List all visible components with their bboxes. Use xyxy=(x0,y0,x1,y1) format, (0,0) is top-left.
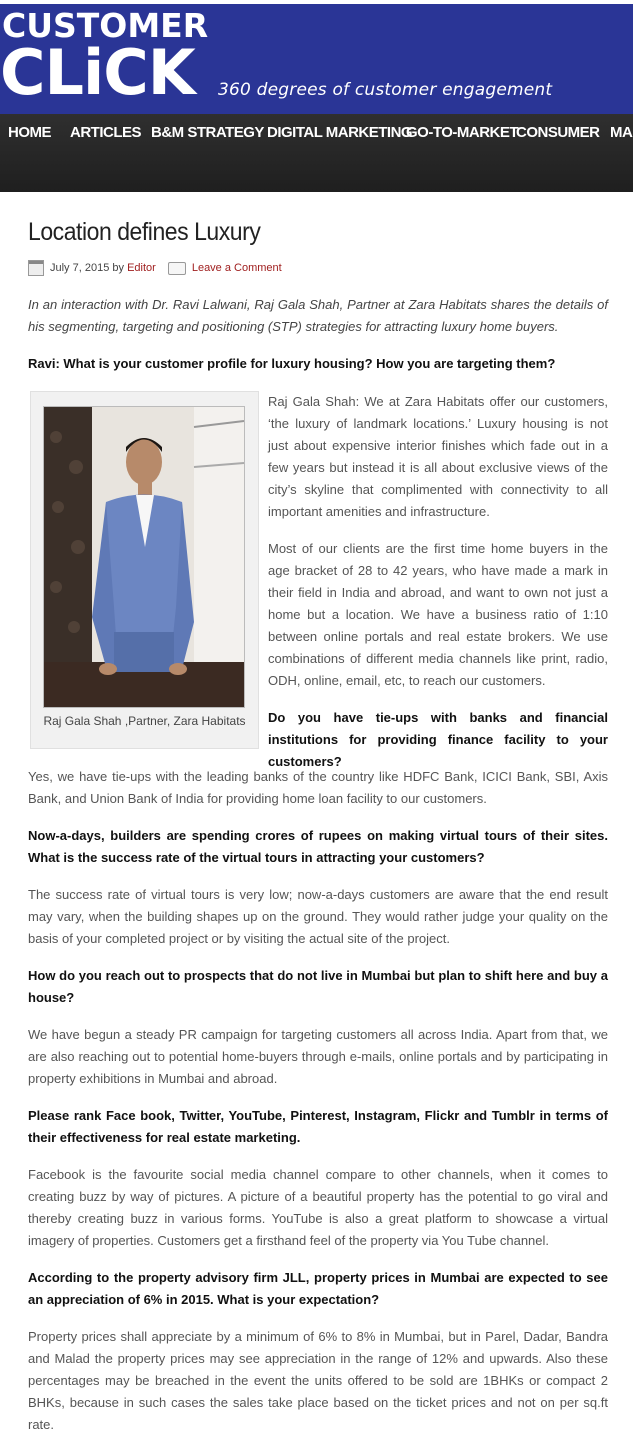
answer-3: The success rate of virtual tours is very low; now-a-days customers are aware that the end result may vary, when the building shapes up on the ground. They would rather judge your quality on the basis of your completed project or by visiting the actual site of the project. xyxy=(28,887,608,946)
nav-consumer[interactable]: CONSUMER xyxy=(516,124,600,141)
interviewee-photo-frame xyxy=(30,391,259,749)
by-label: by xyxy=(112,262,125,274)
person-photo-illustration xyxy=(44,407,244,707)
logo-bottom-text: CLiCK xyxy=(0,36,195,109)
article-meta xyxy=(28,260,282,276)
question-5: Please rank Face book, Twitter, YouTube, Pinterest, Instagram, Flickr and Tumblr in terms of their effectiveness for real estate marketing. xyxy=(28,1108,608,1145)
main-nav xyxy=(0,114,643,192)
answer-6: Property prices shall appreciate by a minimum of 6% to 8% in Mumbai, but in Parel, Dadar, Bandra and Malad the property prices may see appreciation in the range of 12% and upwards. Also these percentages may be breached in the event the units offered to be sold are 1BHKs or compact 2 BHKs, because in such cases the sales take place based on the ticket prices and not on per sq.ft rate. xyxy=(28,1329,608,1432)
nav-home[interactable]: HOME xyxy=(8,124,51,141)
answer-5: Facebook is the favourite social media channel compare to other channels, when it comes to creating buzz by way of pictures. A picture of a beautiful property has the potential to go viral and thereby creating buzz in various forms. YouTube is also a great platform to showcase a virtual imagery of properties. Customers get a firsthand feel of the property via You Tube channel. xyxy=(28,1167,608,1248)
logo-top-text: CUSTOMER xyxy=(2,6,209,45)
nav-bm-strategy[interactable]: B&M STRATEGY xyxy=(151,124,264,141)
site-tagline: 360 degrees of customer engagement xyxy=(218,80,553,100)
calendar-icon xyxy=(28,260,44,276)
answer-4: We have begun a steady PR campaign for targeting customers all across India. Apart from that, we are also reaching out to potential home-buyers through e-mails, online portals and by participating in property exhibitions in Mumbai and abroad. xyxy=(28,1027,608,1086)
article-date: July 7, 2015 xyxy=(50,262,110,274)
site-logo[interactable] xyxy=(0,4,208,114)
site-header xyxy=(0,0,633,114)
question-1: Ravi: What is your customer profile for luxury housing? How you are targeting them? xyxy=(28,356,556,371)
author-link[interactable]: Editor xyxy=(127,262,156,274)
comment-icon xyxy=(168,262,186,275)
answer-1-part-1: Raj Gala Shah: We at Zara Habitats offer our customers, ‘the luxury of landmark locations.’ Luxury housing is not just about expensive interior finishes which fade out in a few years but instead it is all about exclusive views of the city’s skyline that complimented with connectivity to all important amenities and infrastructure. xyxy=(268,394,608,519)
answer-1-part-2: Most of our clients are the first time home buyers in the age bracket of 28 to 42 years, who have made a mark in their field in India and abroad, and want to own not just a home but a location. We have a business ratio of 1:10 between online portals and real estate brokers. We use combinations of different media channels like print, radio, ODH, online, email, etc, to reach our customers. xyxy=(268,541,608,688)
question-2: Do you have tie-ups with banks and financial institutions for providing finance facility to your customers? xyxy=(268,710,608,769)
article-intro: In an interaction with Dr. Ravi Lalwani, Raj Gala Shah, Partner at Zara Habitats shares the details of his segmenting, targeting and positioning (STP) strategies for attracting luxury home buyers. xyxy=(28,297,608,334)
photo-caption: Raj Gala Shah ,Partner, Zara Habitats xyxy=(43,714,246,728)
nav-articles[interactable]: ARTICLES xyxy=(70,124,141,141)
article-title: Location defines Luxury xyxy=(28,218,261,246)
question-4: How do you reach out to prospects that do not live in Mumbai but plan to shift here and buy a house? xyxy=(28,968,608,1005)
interviewee-photo xyxy=(43,406,245,708)
nav-more[interactable]: MAR xyxy=(610,124,643,141)
leave-comment-link[interactable]: Leave a Comment xyxy=(191,262,282,274)
question-3: Now-a-days, builders are spending crores of rupees on making virtual tours of their sites. What is the success rate of the virtual tours in attracting your customers? xyxy=(28,828,608,865)
question-6: According to the property advisory firm JLL, property prices in Mumbai are expected to see an appreciation of 6% in 2015. What is your expectation? xyxy=(28,1270,608,1307)
answer-2: Yes, we have tie-ups with the leading banks of the country like HDFC Bank, ICICI Bank, SBI, Axis Bank, and Union Bank of India for providing home loan facility to our customers. xyxy=(28,769,608,806)
nav-digital-marketing[interactable]: DIGITAL MARKETING xyxy=(267,124,413,141)
nav-go-to-market[interactable]: GO-TO-MARKET xyxy=(406,124,519,141)
